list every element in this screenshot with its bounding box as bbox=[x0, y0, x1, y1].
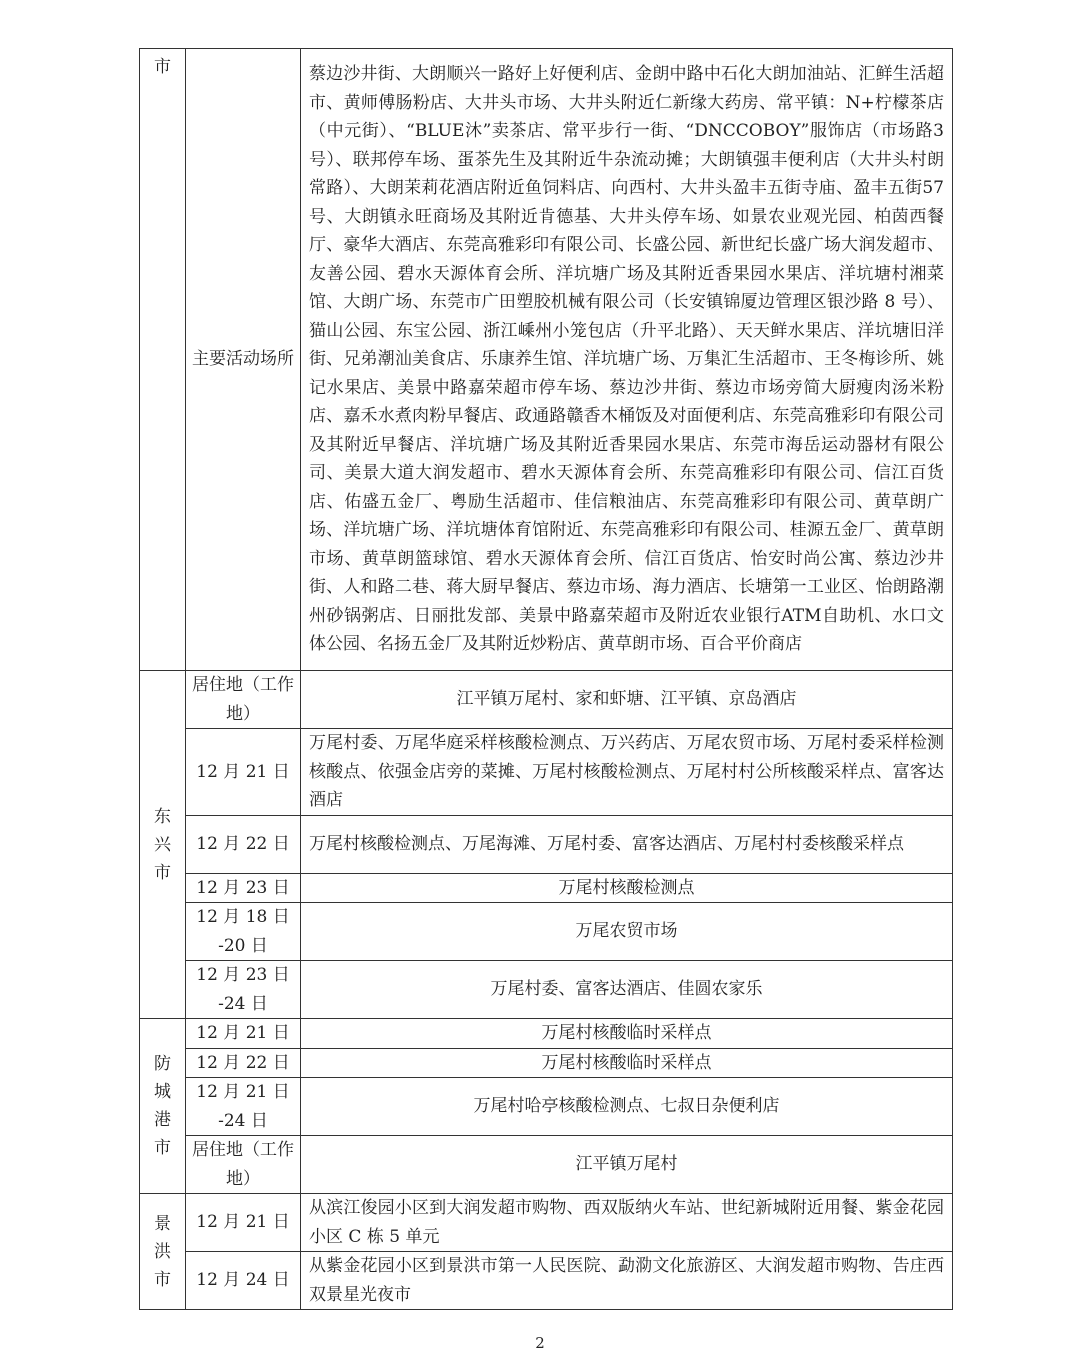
date-label: 12 月 21 日 bbox=[186, 1194, 301, 1252]
venue-list: 万尾农贸市场 bbox=[301, 903, 953, 961]
date-label: 12 月 23 日 -24 日 bbox=[186, 961, 301, 1019]
venue-list: 江平镇万尾村 bbox=[301, 1136, 953, 1194]
date-label: 12 月 22 日 bbox=[186, 815, 301, 873]
date-label: 12 月 18 日 -20 日 bbox=[186, 903, 301, 961]
table-row bbox=[140, 1078, 953, 1136]
date-label: 12 月 21 日 -24 日 bbox=[186, 1078, 301, 1136]
city-cell-jinghong: 景洪市 bbox=[140, 1194, 186, 1310]
date-label: 居住地（工作地） bbox=[186, 1136, 301, 1194]
date-label: 居住地（工作地） bbox=[186, 671, 301, 729]
table-row bbox=[140, 1252, 953, 1310]
venue-list: 万尾村核酸检测点、万尾海滩、万尾村委、富客达酒店、万尾村村委核酸采样点 bbox=[301, 815, 953, 873]
venue-list: 蔡边沙井街、大朗顺兴一路好上好便利店、金朗中路中石化大朗加油站、汇鲜生活超市、黄师傅肠粉店、大井头市场、大井头附近仁新缘大药房、常平镇：N+柠檬茶店（中元街）、“BLUE沐”卖茶店、常平步行一街、“DNCCOBOY”服饰店（市场路3号）、联邦停车场、蛋茶先生及其附近牛杂流动摊；大朗镇强丰便利店（大井头村朗常路）、大朗茉莉花酒店附近鱼饲料店、向西村、大井头盈丰五街寺庙、盈丰五街57号、大朗镇永旺商场及其附近肯德基、大井头停车场、如景农业观光园、柏茵西餐厅、豪华大酒店、东莞高雅彩印有限公司、长盛公园、新世纪长盛广场大润发超市、友善公园、碧水天源体育会所、洋坑塘广场及其附近香果园水果店、洋坑塘村湘菜馆、大朗广场、东莞市广田塑胶机械有限公司（长安镇锦厦边管理区银沙路 8 号）、猫山公园、东宝公园、浙江嵊州小笼包店（升平北路）、天天鲜水果店、洋坑塘旧洋街、兄弟潮汕美食店、乐康养生馆、洋坑塘广场、万集汇生活超市、王冬梅诊所、姚记水果店、美景中路嘉荣超市停车场、蔡边沙井街、蔡边市场旁简大厨瘦肉汤米粉店、嘉禾水煮肉粉早餐店、政通路赣香木桶饭及对面便利店、东莞高雅彩印有限公司及其附近早餐店、洋坑塘广场及其附近香果园水果店、东莞市海岳运动器材有限公司、美景大道大润发超市、碧水天源体育会所、东莞高雅彩印有限公司、信江百货店、佑盛五金厂、粤励生活超市、佳信粮油店、东莞高雅彩印有限公司、黄草朗广场、洋坑塘广场、洋坑塘体育馆附近、东莞高雅彩印有限公司、桂源五金厂、黄草朗市场、黄草朗篮球馆、碧水天源体育会所、信江百货店、怡安时尚公寓、蔡边沙井街、人和路二巷、蒋大厨早餐店、蔡边市场、海力酒店、长塘第一工业区、怡朗路潮州砂锅粥店、日丽批发部、美景中路嘉荣超市及附近农业银行ATM自助机、水口文体公园、名扬五金厂及其附近炒粉店、黄草朗市场、百合平价商店 bbox=[301, 49, 953, 671]
table-row bbox=[140, 1194, 953, 1252]
venue-list: 从紫金花园小区到景洪市第一人民医院、勐泐文化旅游区、大润发超市购物、告庄西双景星光夜市 bbox=[301, 1252, 953, 1310]
table-row bbox=[140, 49, 953, 671]
table-row bbox=[140, 1019, 953, 1049]
table-row bbox=[140, 873, 953, 903]
venue-table bbox=[139, 48, 953, 1310]
date-label: 12 月 24 日 bbox=[186, 1252, 301, 1310]
table-row bbox=[140, 729, 953, 816]
venue-list: 万尾村核酸临时采样点 bbox=[301, 1048, 953, 1078]
city-cell-fangchenggang: 防城港市 bbox=[140, 1019, 186, 1194]
table-row bbox=[140, 961, 953, 1019]
date-label: 12 月 23 日 bbox=[186, 873, 301, 903]
date-label: 12 月 21 日 bbox=[186, 1019, 301, 1049]
venue-list: 江平镇万尾村、家和虾塘、江平镇、京岛酒店 bbox=[301, 671, 953, 729]
date-label: 12 月 22 日 bbox=[186, 1048, 301, 1078]
city-cell-dongxing: 东兴市 bbox=[140, 671, 186, 1019]
venue-list: 万尾村委、富客达酒店、佳圆农家乐 bbox=[301, 961, 953, 1019]
table-row bbox=[140, 815, 953, 873]
table-row bbox=[140, 1136, 953, 1194]
city-cell-dongguan: 市 bbox=[140, 49, 186, 671]
venue-list: 万尾村核酸临时采样点 bbox=[301, 1019, 953, 1049]
table-row bbox=[140, 903, 953, 961]
venue-list: 万尾村委、万尾华庭采样核酸检测点、万兴药店、万尾农贸市场、万尾村委采样检测核酸点、依强金店旁的菜摊、万尾村核酸检测点、万尾村村公所核酸采样点、富客达酒店 bbox=[301, 729, 953, 816]
venue-list: 万尾村哈亭核酸检测点、七叔日杂便利店 bbox=[301, 1078, 953, 1136]
venue-list: 从滨江俊园小区到大润发超市购物、西双版纳火车站、世纪新城附近用餐、紫金花园小区 C 栋 5 单元 bbox=[301, 1194, 953, 1252]
table-row bbox=[140, 671, 953, 729]
date-label: 12 月 21 日 bbox=[186, 729, 301, 816]
venue-list: 万尾村核酸检测点 bbox=[301, 873, 953, 903]
table-row bbox=[140, 1048, 953, 1078]
category-label: 主要活动场所 bbox=[186, 49, 301, 671]
page-number: 2 bbox=[535, 1334, 545, 1352]
